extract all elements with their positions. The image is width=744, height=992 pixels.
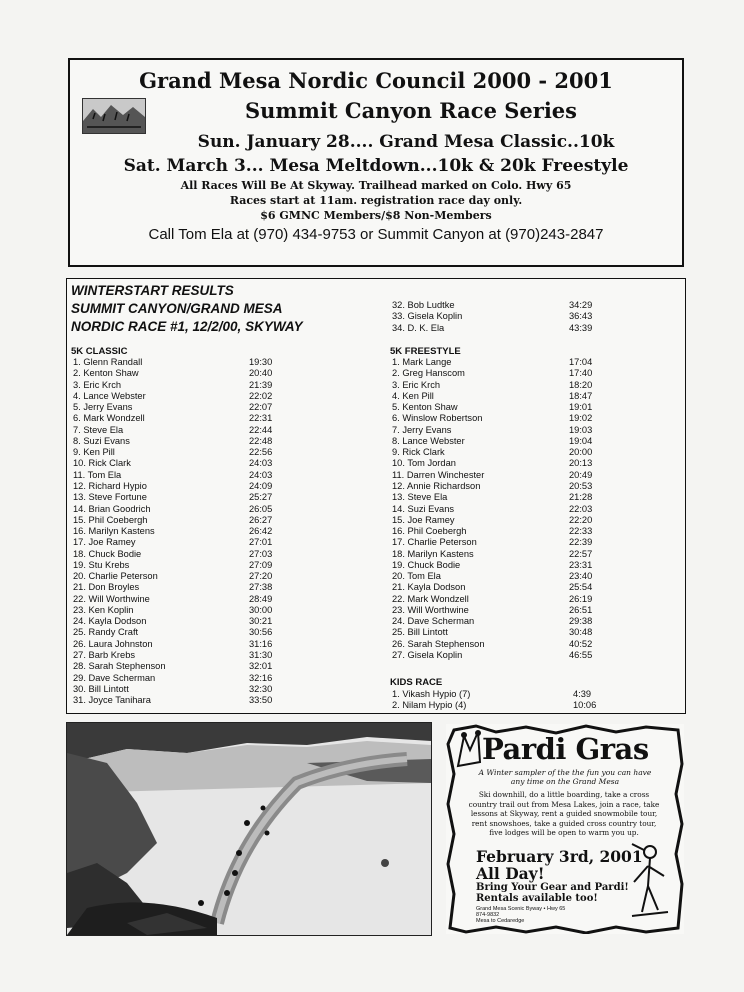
result-row bbox=[73, 639, 353, 650]
racer-name: 13. Steve Ela bbox=[392, 492, 448, 503]
race-time: 24:03 bbox=[249, 469, 273, 480]
race-time: 30:48 bbox=[569, 627, 593, 638]
race-time: 20:40 bbox=[249, 368, 273, 379]
race-time: 24:03 bbox=[249, 458, 273, 469]
racer-name: 20. Charlie Peterson bbox=[73, 571, 158, 582]
council-logo bbox=[82, 98, 146, 134]
result-row bbox=[73, 661, 353, 672]
racer-name: 12. Annie Richardson bbox=[392, 480, 481, 491]
result-row bbox=[392, 549, 672, 560]
racer-name: 5. Kenton Shaw bbox=[392, 402, 458, 413]
result-row bbox=[392, 571, 672, 582]
race-time: 27:03 bbox=[249, 548, 273, 559]
classic-heading: 5K CLASSIC bbox=[71, 346, 128, 357]
racer-name: 10. Rick Clark bbox=[73, 458, 131, 469]
result-row bbox=[392, 300, 672, 311]
result-row bbox=[73, 594, 353, 605]
result-row bbox=[73, 616, 353, 627]
race-time: 23:31 bbox=[569, 559, 593, 570]
result-row bbox=[392, 368, 672, 379]
result-row bbox=[392, 425, 672, 436]
result-row bbox=[73, 526, 353, 537]
racer-name: 21. Kayla Dodson bbox=[392, 582, 466, 593]
racer-name: 2. Nilam Hypio (4) bbox=[392, 700, 467, 711]
race-time: 27:38 bbox=[249, 582, 273, 593]
result-row bbox=[73, 470, 353, 481]
race-time: 22:39 bbox=[569, 537, 593, 548]
race-time: 4:39 bbox=[573, 689, 592, 699]
result-row bbox=[73, 673, 353, 684]
racer-name: 26. Sarah Stephenson bbox=[392, 638, 485, 649]
race-time: 26:05 bbox=[249, 503, 273, 514]
race-time: 19:30 bbox=[249, 357, 273, 367]
result-row bbox=[392, 582, 672, 593]
freestyle-heading: 5K FREESTYLE bbox=[390, 346, 461, 357]
racer-name: 21. Don Broyles bbox=[73, 582, 140, 593]
racer-name: 30. Bill Lintott bbox=[73, 683, 129, 694]
result-row bbox=[392, 504, 672, 515]
race-time: 22:44 bbox=[249, 424, 273, 435]
race-time: 21:28 bbox=[569, 492, 593, 503]
result-row bbox=[392, 605, 672, 616]
racer-name: 32. Bob Ludtke bbox=[392, 300, 455, 310]
fine-print-1: Grand Mesa Scenic Byway • Hwy 65 bbox=[476, 906, 566, 912]
race-time: 30:56 bbox=[249, 627, 273, 638]
racer-name: 27. Barb Krebs bbox=[73, 650, 136, 661]
racer-name: 31. Joyce Tanihara bbox=[73, 695, 151, 706]
race-time: 20:00 bbox=[569, 447, 593, 458]
race-time: 31:30 bbox=[249, 650, 273, 661]
race-time: 19:01 bbox=[569, 402, 593, 413]
race-time: 22:31 bbox=[249, 413, 273, 424]
event-date: February 3rd, 2001 bbox=[476, 847, 643, 866]
racer-name: 11. Tom Ela bbox=[73, 469, 122, 480]
race-time: 26:42 bbox=[249, 526, 273, 537]
race-results bbox=[66, 278, 686, 714]
racer-name: 25. Bill Lintott bbox=[392, 627, 448, 638]
results-race-info: NORDIC RACE #1, 12/2/00, SKYWAY bbox=[71, 319, 303, 334]
result-row bbox=[73, 627, 353, 638]
race-time: 29:38 bbox=[569, 616, 593, 627]
racer-name: 4. Lance Webster bbox=[73, 390, 146, 401]
race-time: 26:19 bbox=[569, 593, 593, 604]
result-row bbox=[73, 537, 353, 548]
result-row bbox=[392, 515, 672, 526]
racer-name: 20. Tom Ela bbox=[392, 571, 441, 582]
racer-name: 18. Marilyn Kastens bbox=[392, 548, 474, 559]
result-row bbox=[392, 323, 672, 334]
race-time: 26:27 bbox=[249, 514, 273, 525]
ski-race-photo bbox=[66, 722, 432, 936]
result-row bbox=[392, 616, 672, 627]
racer-name: 24. Dave Scherman bbox=[392, 616, 475, 627]
race-time: 25:27 bbox=[249, 492, 273, 503]
result-row bbox=[392, 594, 672, 605]
ad-body: Ski downhill, do a little boarding, take a cross country trail out from Mesa Lakes, join a race, take lessons at Skyway, rent a guided snowmobile tour, rent snowshoes, take a guided cross country tour, five lodges will be open to warm you up. bbox=[468, 790, 660, 837]
racer-name: 19. Chuck Bodie bbox=[392, 559, 461, 570]
result-row bbox=[73, 458, 353, 469]
racer-name: 4. Ken Pill bbox=[392, 390, 434, 401]
race-time: 23:40 bbox=[569, 571, 593, 582]
result-row bbox=[73, 582, 353, 593]
racer-name: 23. Will Worthwine bbox=[392, 604, 469, 615]
race-time: 17:04 bbox=[569, 357, 593, 367]
race-time: 32:01 bbox=[249, 661, 273, 672]
racer-name: 29. Dave Scherman bbox=[73, 672, 156, 683]
race-time: 24:09 bbox=[249, 480, 273, 491]
racer-name: 24. Kayla Dodson bbox=[73, 616, 147, 627]
ad-date bbox=[476, 848, 643, 882]
fine-print-2: 874-9832 bbox=[476, 912, 500, 918]
race-time: 43:39 bbox=[569, 322, 593, 333]
ad-fine-print bbox=[476, 906, 565, 924]
result-row bbox=[392, 357, 672, 368]
race-time: 22:57 bbox=[569, 548, 593, 559]
race-time: 18:47 bbox=[569, 390, 593, 401]
race-time: 21:39 bbox=[249, 379, 273, 390]
race-time: 30:21 bbox=[249, 616, 273, 627]
pardi-gras-ad bbox=[446, 724, 684, 934]
race-time: 18:20 bbox=[569, 379, 593, 390]
race-time: 26:51 bbox=[569, 604, 593, 615]
series-name: Summit Canyon Race Series bbox=[245, 98, 577, 123]
racer-name: 8. Suzi Evans bbox=[73, 435, 130, 446]
racer-name: 34. D. K. Ela bbox=[392, 322, 445, 333]
racer-name: 1. Glenn Randall bbox=[73, 357, 143, 367]
contact-line: Call Tom Ela at (970) 434-9753 or Summit Canyon at (970)243-2847 bbox=[148, 226, 604, 243]
result-row bbox=[392, 380, 672, 391]
racer-name: 8. Lance Webster bbox=[392, 435, 465, 446]
racer-name: 9. Ken Pill bbox=[73, 447, 115, 458]
race-time: 28:49 bbox=[249, 593, 273, 604]
result-row bbox=[392, 639, 672, 650]
racer-name: 13. Steve Fortune bbox=[73, 492, 147, 503]
racer-name: 23. Ken Koplin bbox=[73, 604, 134, 615]
race-time: 31:16 bbox=[249, 638, 273, 649]
result-row bbox=[73, 605, 353, 616]
results-title: WINTERSTART RESULTS bbox=[71, 283, 234, 298]
racer-name: 27. Gisela Koplin bbox=[392, 650, 463, 661]
result-row bbox=[392, 537, 672, 548]
racer-name: 16. Marilyn Kastens bbox=[73, 526, 155, 537]
race-time: 46:55 bbox=[569, 650, 593, 661]
result-row bbox=[392, 391, 672, 402]
skier-icon bbox=[624, 842, 674, 927]
result-row bbox=[73, 402, 353, 413]
racer-name: 10. Tom Jordan bbox=[392, 458, 456, 469]
race-time: 22:56 bbox=[249, 447, 273, 458]
racer-name: 7. Jerry Evans bbox=[392, 424, 452, 435]
result-row bbox=[73, 357, 353, 368]
racer-name: 2. Greg Hanscom bbox=[392, 368, 465, 379]
racer-name: 33. Gisela Koplin bbox=[392, 311, 463, 322]
race-time: 19:02 bbox=[569, 413, 593, 424]
race-time: 22:03 bbox=[569, 503, 593, 514]
racer-name: 2. Kenton Shaw bbox=[73, 368, 139, 379]
result-row bbox=[392, 700, 672, 711]
race-time: 22:02 bbox=[249, 390, 273, 401]
racer-name: 28. Sarah Stephenson bbox=[73, 661, 166, 672]
racer-name: 15. Phil Coebergh bbox=[73, 514, 148, 525]
race-time: 22:33 bbox=[569, 526, 593, 537]
result-row bbox=[392, 492, 672, 503]
racer-name: 17. Charlie Peterson bbox=[392, 537, 477, 548]
racer-name: 12. Richard Hypio bbox=[73, 480, 147, 491]
race-date-1: Sun. January 28.... Grand Mesa Classic..10k bbox=[197, 132, 615, 152]
race-time: 10:06 bbox=[573, 700, 597, 711]
race-time: 27:09 bbox=[249, 559, 273, 570]
race-series-header bbox=[68, 58, 684, 267]
racer-name: 14. Suzi Evans bbox=[392, 503, 455, 514]
result-row bbox=[392, 436, 672, 447]
race-time: 22:48 bbox=[249, 435, 273, 446]
result-row bbox=[392, 481, 672, 492]
racer-name: 19. Stu Krebs bbox=[73, 559, 130, 570]
race-time: 19:03 bbox=[569, 424, 593, 435]
fee-note: $6 GMNC Members/$8 Non-Members bbox=[260, 209, 492, 222]
rentals-text: Rentals available too! bbox=[476, 893, 598, 904]
bring-gear-text: Bring Your Gear and Pardi! bbox=[476, 882, 629, 893]
result-row bbox=[73, 368, 353, 379]
race-time: 22:20 bbox=[569, 514, 593, 525]
racer-name: 25. Randy Craft bbox=[73, 627, 139, 638]
result-row bbox=[73, 447, 353, 458]
race-time: 27:01 bbox=[249, 537, 273, 548]
result-row bbox=[73, 549, 353, 560]
result-row bbox=[73, 436, 353, 447]
result-row bbox=[73, 425, 353, 436]
results-subtitle: SUMMIT CANYON/GRAND MESA bbox=[71, 301, 283, 316]
start-time-note: Races start at 11am. registration race day only. bbox=[229, 194, 523, 207]
race-time: 20:13 bbox=[569, 458, 593, 469]
location-note: All Races Will Be At Skyway. Trailhead marked on Colo. Hwy 65 bbox=[180, 179, 572, 192]
race-time: 19:04 bbox=[569, 435, 593, 446]
racer-name: 1. Mark Lange bbox=[392, 357, 452, 367]
result-row bbox=[73, 413, 353, 424]
result-row bbox=[392, 402, 672, 413]
race-time: 30:00 bbox=[249, 604, 273, 615]
result-row bbox=[73, 391, 353, 402]
header-title: Grand Mesa Nordic Council 2000 - 2001 bbox=[139, 68, 613, 93]
race-time: 34:29 bbox=[569, 300, 593, 310]
result-row bbox=[73, 380, 353, 391]
ad-bring-gear bbox=[476, 882, 629, 904]
result-row bbox=[392, 458, 672, 469]
ad-title: Pardi Gras bbox=[482, 732, 649, 766]
race-time: 36:43 bbox=[569, 311, 593, 322]
racer-name: 3. Eric Krch bbox=[73, 379, 122, 390]
result-row bbox=[392, 413, 672, 424]
race-time: 40:52 bbox=[569, 638, 593, 649]
race-date-2: Sat. March 3... Mesa Meltdown...10k & 20k Freestyle bbox=[123, 156, 629, 176]
fine-print-3: Mesa to Cedaredge bbox=[476, 918, 525, 924]
result-row bbox=[73, 515, 353, 526]
race-time: 27:20 bbox=[249, 571, 273, 582]
result-row bbox=[392, 650, 672, 661]
race-time: 32:16 bbox=[249, 672, 273, 683]
race-time: 33:50 bbox=[249, 695, 273, 706]
racer-name: 22. Mark Wondzell bbox=[392, 593, 469, 604]
racer-name: 22. Will Worthwine bbox=[73, 593, 150, 604]
result-row bbox=[392, 470, 672, 481]
race-time: 20:49 bbox=[569, 469, 593, 480]
race-time: 22:07 bbox=[249, 402, 273, 413]
race-time: 25:54 bbox=[569, 582, 593, 593]
race-time: 32:30 bbox=[249, 683, 273, 694]
result-row bbox=[392, 689, 672, 700]
result-row bbox=[73, 560, 353, 571]
racer-name: 1. Vikash Hypio (7) bbox=[392, 689, 471, 699]
racer-name: 6. Mark Wondzell bbox=[73, 413, 145, 424]
race-time: 17:40 bbox=[569, 368, 593, 379]
ad-subtitle: A Winter sampler of the the fun you can have any time on the Grand Mesa bbox=[478, 768, 652, 786]
result-row bbox=[73, 650, 353, 661]
kids-heading: KIDS RACE bbox=[390, 677, 443, 688]
racer-name: 14. Brian Goodrich bbox=[73, 503, 151, 514]
result-row bbox=[73, 571, 353, 582]
racer-name: 3. Eric Krch bbox=[392, 379, 441, 390]
race-time: 20:53 bbox=[569, 480, 593, 491]
result-row bbox=[73, 504, 353, 515]
racer-name: 17. Joe Ramey bbox=[73, 537, 136, 548]
racer-name: 5. Jerry Evans bbox=[73, 402, 133, 413]
racer-name: 9. Rick Clark bbox=[392, 447, 445, 458]
result-row bbox=[392, 447, 672, 458]
racer-name: 15. Joe Ramey bbox=[392, 514, 455, 525]
result-row bbox=[73, 695, 353, 706]
racer-name: 16. Phil Coebergh bbox=[392, 526, 467, 537]
racer-name: 26. Laura Johnston bbox=[73, 638, 153, 649]
result-row bbox=[392, 311, 672, 322]
result-row bbox=[73, 684, 353, 695]
racer-name: 7. Steve Ela bbox=[73, 424, 124, 435]
result-row bbox=[392, 627, 672, 638]
result-row bbox=[392, 526, 672, 537]
racer-name: 11. Darren Winchester bbox=[392, 469, 485, 480]
result-row bbox=[392, 560, 672, 571]
result-row bbox=[73, 481, 353, 492]
racer-name: 6. Winslow Robertson bbox=[392, 413, 483, 424]
racer-name: 18. Chuck Bodie bbox=[73, 548, 142, 559]
event-all-day: All Day! bbox=[476, 864, 545, 883]
result-row bbox=[73, 492, 353, 503]
